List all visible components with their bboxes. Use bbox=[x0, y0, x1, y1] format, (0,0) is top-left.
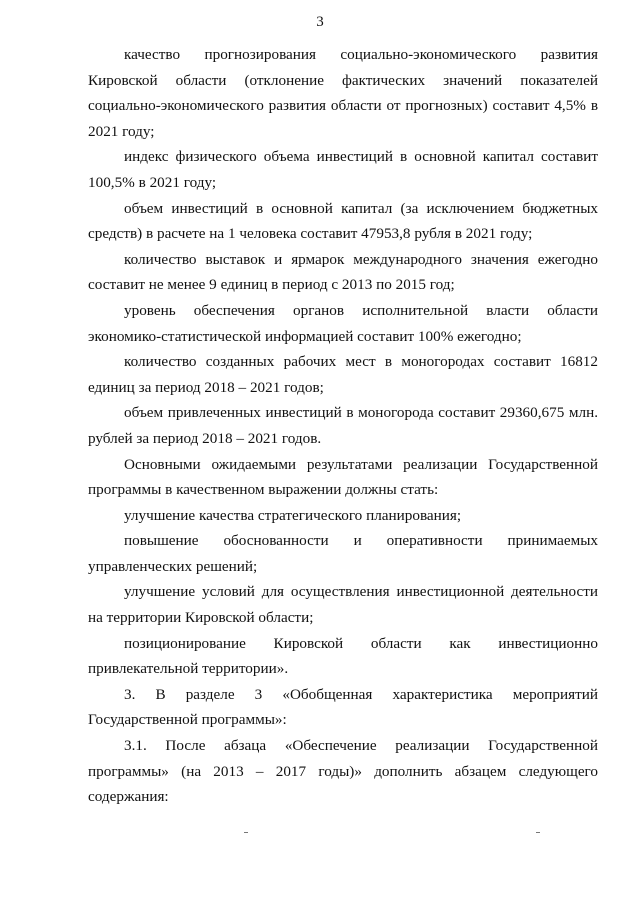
paragraph-section-3-amendment: 3. В разделе 3 «Обобщенная характеристика мероприятий Государственной программы»: bbox=[88, 685, 598, 729]
paragraph-monotown-jobs: количество созданных рабочих мест в моногородах составит 16812 единиц за период 2018 – 2021 годов; bbox=[88, 353, 598, 396]
paragraph-section-3-1-amendment: 3.1. После абзаца «Обеспечение реализации Государственной программы» (на 2013 – 2017 годы)» дополнить абзацем следующего содержания: bbox=[88, 737, 598, 806]
paragraph-statistics-provision: уровень обеспечения органов исполнительной власти области экономико-статистической информацией составит 100% ежегодно; bbox=[88, 301, 598, 345]
document-body bbox=[88, 42, 598, 810]
paragraph-investment-index: индекс физического объема инвестиций в основной капитал составит 100,5% в 2021 году; bbox=[88, 148, 598, 191]
paragraph-strategic-planning: улучшение качества стратегического планирования; bbox=[124, 506, 462, 524]
paragraph-exhibitions-count: количество выставок и ярмарок международного значения ежегодно составит не менее 9 единиц в период с 2013 по 2015 год; bbox=[88, 250, 598, 294]
paragraph-management-decisions: повышение обоснованности и оперативности принимаемых управленческих решений; bbox=[88, 532, 598, 575]
paragraph-forecast-quality: качество прогнозирования социально-экономического развития Кировской области (отклонение фактических значений показателей социально-экономического развития области от прогнозных) составит 4,5% в 2021 году; bbox=[88, 46, 598, 140]
paragraph-investment-per-capita: объем инвестиций в основной капитал (за исключением бюджетных средств) в расчете на 1 человека составит 47953,8 рубля в 2021 году; bbox=[88, 199, 598, 243]
paragraph-monotown-investments: объем привлеченных инвестиций в моногорода составит 29360,675 млн. рублей за период 2018 – 2021 годов. bbox=[88, 404, 598, 447]
page-number: 3 bbox=[316, 14, 324, 30]
scan-speck bbox=[244, 832, 248, 833]
paragraph-expected-results: Основными ожидаемыми результатами реализации Государственной программы в качественном выражении должны стать: bbox=[88, 455, 598, 499]
scan-speck bbox=[536, 832, 540, 833]
paragraph-region-positioning: позиционирование Кировской области как инвестиционно привлекательной территории». bbox=[88, 634, 598, 678]
paragraph-investment-conditions: улучшение условий для осуществления инвестиционной деятельности на территории Кировской области; bbox=[88, 583, 598, 627]
